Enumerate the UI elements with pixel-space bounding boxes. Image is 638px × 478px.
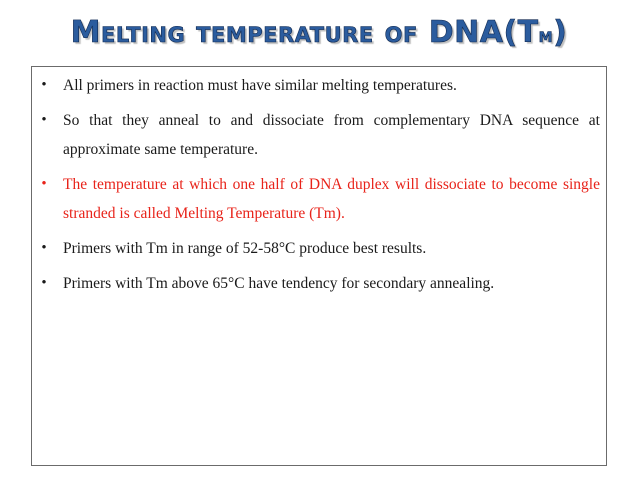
bullet-text: So that they anneal to and dissociate from complementary DNA sequence at approximate same temperature. [63,112,600,158]
bullet-text: All primers in reaction must have similar melting temperatures. [63,77,457,94]
title-main: Melting temperature of DNA(T [70,15,539,50]
bullet-dot-icon: • [41,176,47,192]
title-close: ) [553,15,568,50]
title-subscript: m [538,23,554,47]
bullet-item-1 [32,71,606,100]
bullet-list [32,71,606,304]
bullet-item-4 [32,234,606,263]
bullet-text: Primers with Tm in range of 52-58°C produce best results. [63,240,427,257]
bullet-text: The temperature at which one half of DNA duplex will dissociate to become single stranded is called Melting Temperature (Tm). [63,176,600,222]
bullet-dot-icon: • [41,240,47,256]
bullet-item-5 [32,269,606,298]
bullet-text: Primers with Tm above 65°C have tendency for secondary annealing. [63,275,495,292]
bullet-item-3 [32,170,606,228]
content-box [31,66,607,466]
bullet-dot-icon: • [41,275,47,291]
bullet-dot-icon: • [41,77,47,93]
bullet-item-2 [32,106,606,164]
bullet-dot-icon: • [41,112,47,128]
slide-title [0,14,638,54]
